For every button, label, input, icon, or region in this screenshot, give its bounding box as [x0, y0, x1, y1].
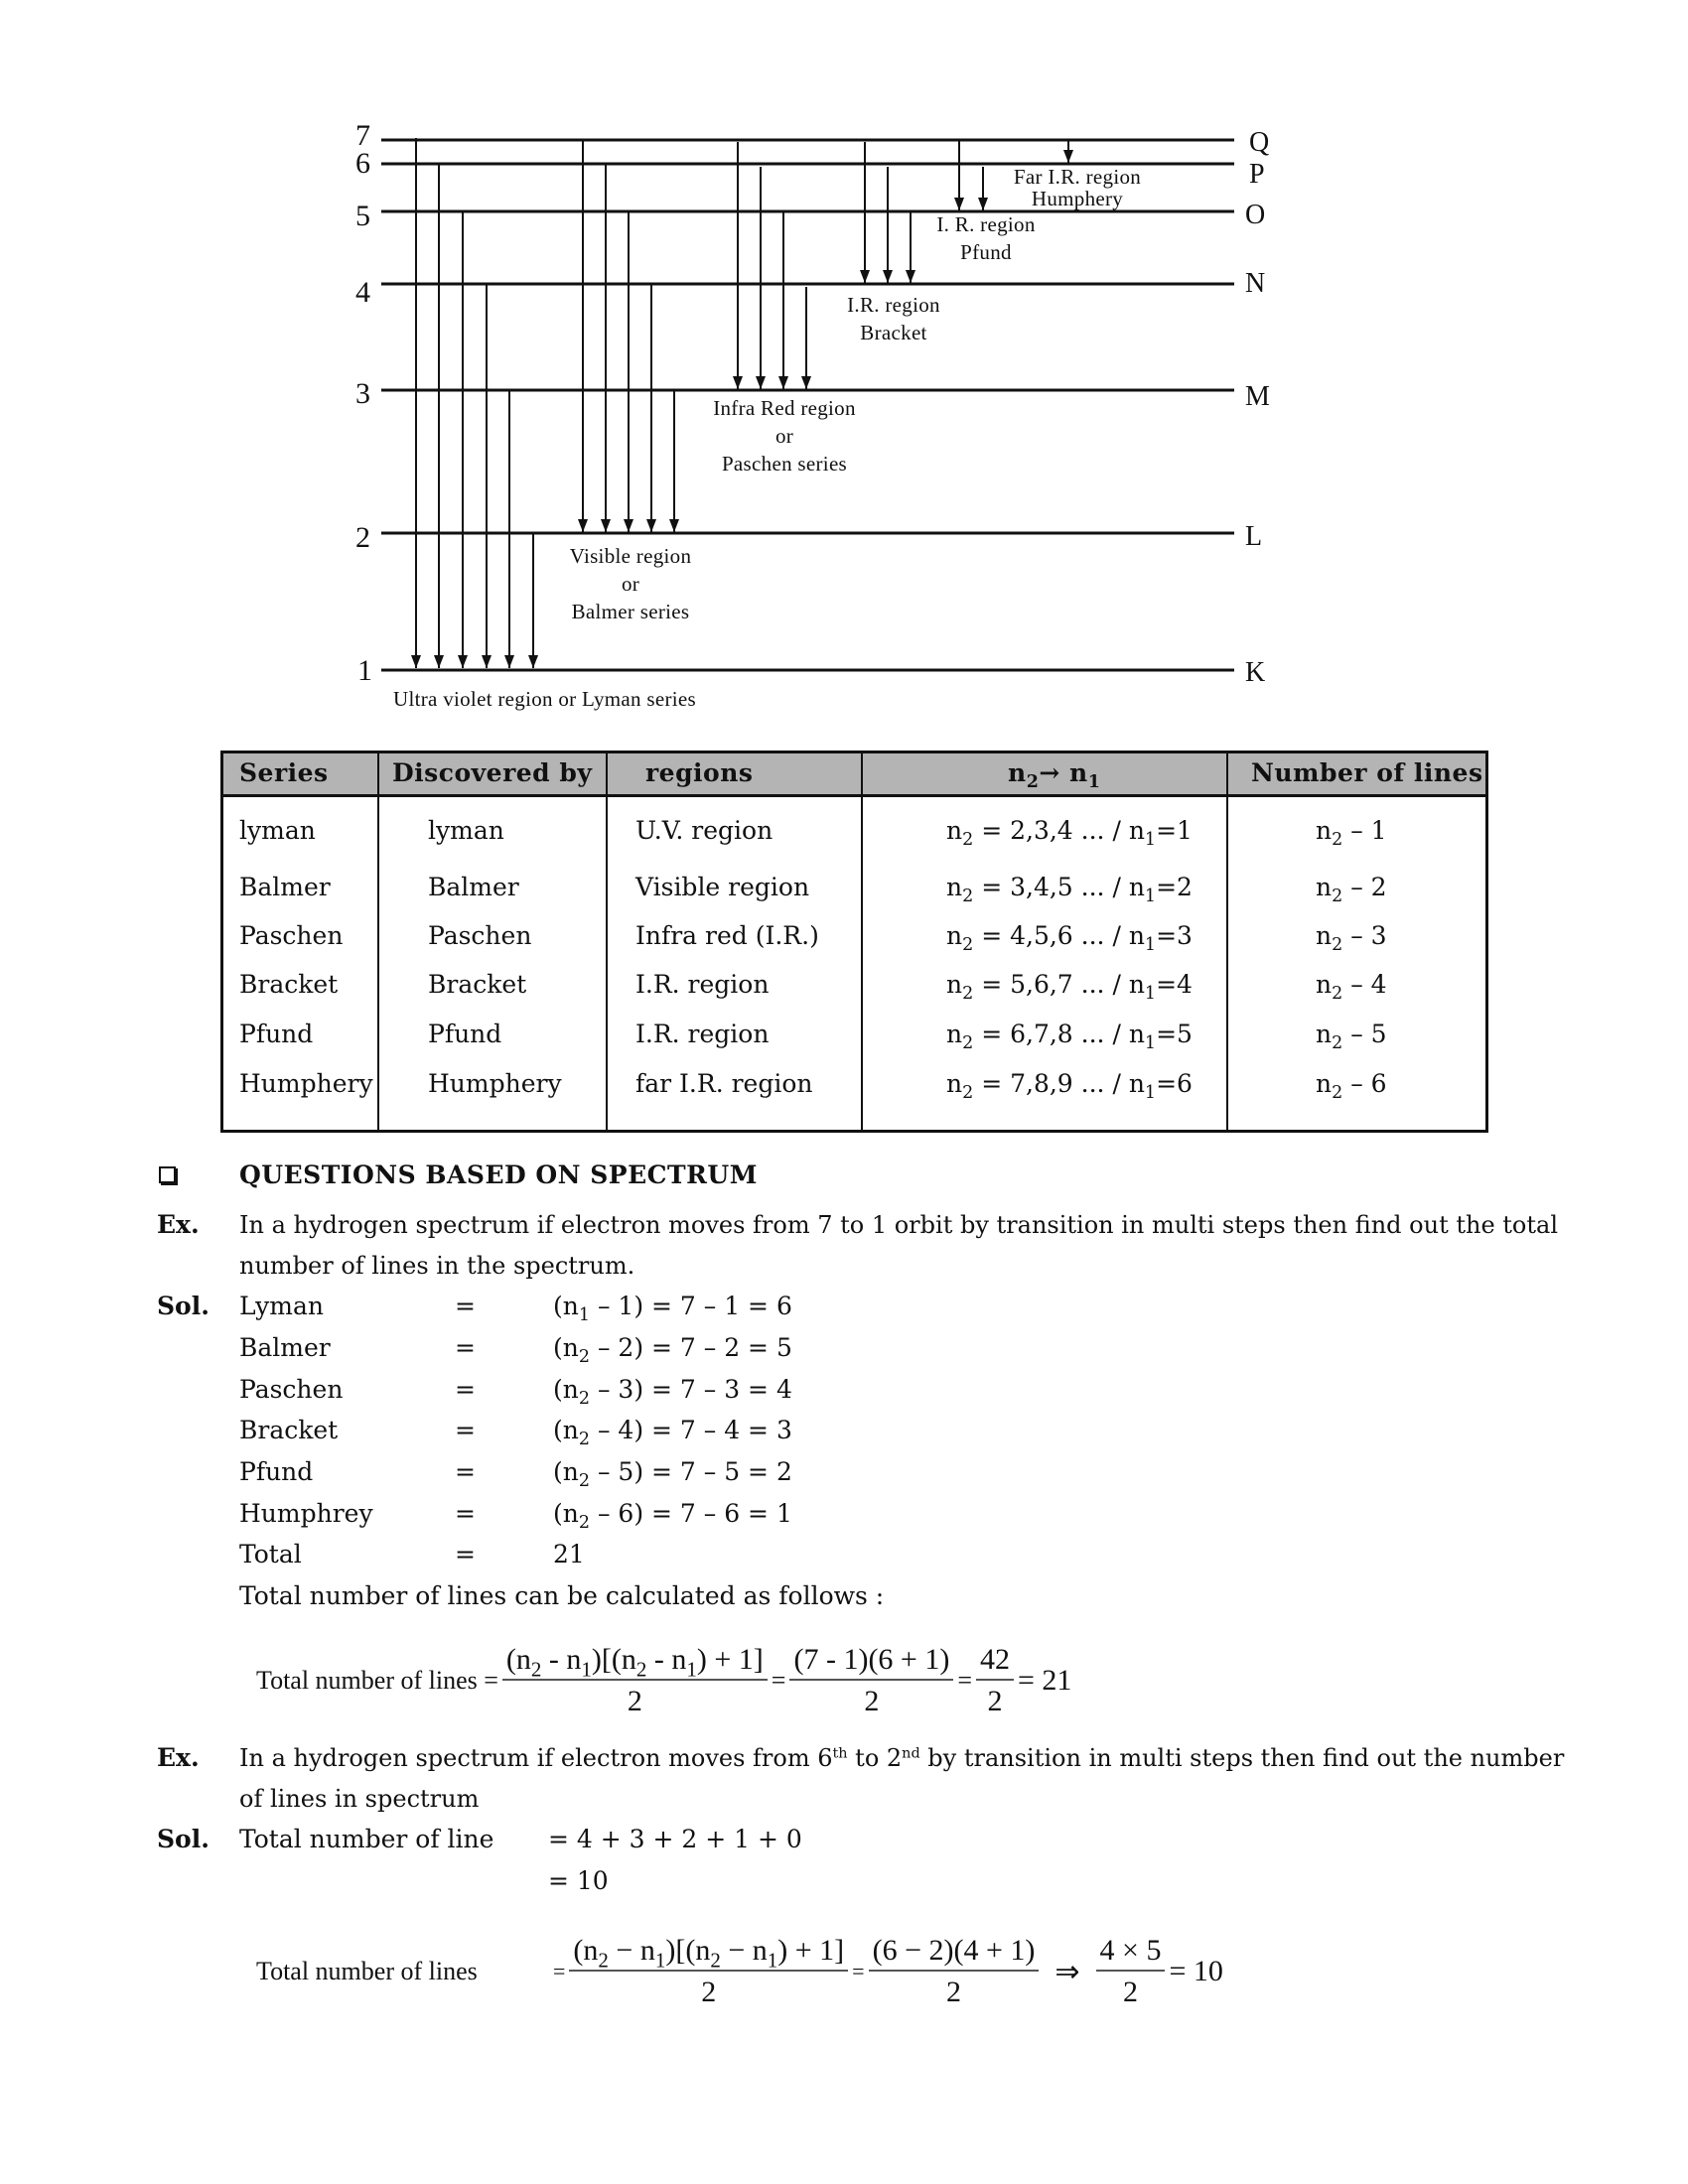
cell-region: Visible region — [635, 873, 810, 901]
substituted-fraction — [789, 1643, 953, 1718]
brackett-name-text: Bracket — [860, 321, 927, 344]
calc: = 7 – 3 = 4 — [651, 1375, 792, 1404]
cell-discovered-by: Pfund — [428, 1020, 502, 1048]
cell-series: Bracket — [239, 970, 339, 999]
cell-number-of-lines: $n_2 - 1$ — [1316, 816, 1387, 851]
cell-transition: $n_2 = 6,7,8$ ... / $n_1=5$ — [946, 1020, 1193, 1054]
calc: = 7 – 4 = 3 — [651, 1416, 792, 1444]
table-header-row — [223, 753, 1485, 797]
cell-discovered-by: Paschen — [428, 921, 532, 950]
header-number-of-lines: Number of lines — [1251, 758, 1483, 787]
subscript: 2 — [578, 1430, 590, 1450]
paschen-region-text: Infra Red region — [713, 396, 856, 420]
simplified-numerator: 4 × 5 — [1096, 1934, 1166, 1972]
level-number-6: 6 — [355, 147, 370, 180]
subscript: 2 — [578, 1471, 590, 1492]
cell-discovered-by: Bracket — [428, 970, 527, 999]
level-number-7: 7 — [355, 119, 370, 152]
step-formula: $(n_2 - 5) = 7 - 5 = 2$ — [553, 1457, 792, 1492]
lines-offset: 6 — [1370, 1069, 1387, 1098]
subscript: 2 — [578, 1513, 590, 1534]
step-equals: = — [455, 1292, 476, 1320]
section-heading-row — [159, 1160, 176, 1191]
sum-expression: = 4 + 3 + 2 + 1 + 0 — [548, 1825, 802, 1853]
implies-arrow-icon: ⇒ — [1055, 1955, 1080, 1988]
simplified-numerator: 42 — [976, 1643, 1014, 1681]
cell-series: Pfund — [239, 1020, 314, 1048]
example1-question-line1: In a hydrogen spectrum if electron moves from 7 to 1 orbit by transition in multi steps then find out the total — [239, 1211, 1559, 1239]
paschen-name-text: Paschen series — [721, 452, 848, 476]
lines-offset: 4 — [1370, 970, 1387, 999]
step-name: Humphrey — [239, 1499, 373, 1528]
lines-offset: 2 — [1370, 873, 1387, 901]
header-series: Series — [239, 758, 329, 787]
header-transition: $n_2\to n_1$ — [1008, 758, 1101, 793]
level-number-5: 5 — [355, 200, 370, 232]
cell-discovered-by: lyman — [428, 816, 504, 845]
step-equals: = — [455, 1333, 476, 1362]
substituted-numerator: (6 − 2)(4 + 1) — [869, 1934, 1040, 1972]
brackett-series-label — [834, 291, 953, 346]
solution-label: Sol. — [157, 1292, 210, 1320]
general-fraction — [502, 1643, 768, 1718]
cell-transition: $n_2 = 2,3,4$ ... / $n_1=1$ — [946, 816, 1193, 851]
simplified-fraction — [1096, 1934, 1166, 2009]
cell-number-of-lines: $n_2 - 3$ — [1316, 921, 1387, 956]
n1-value: 6 — [1177, 1069, 1193, 1098]
cell-discovered-by: Balmer — [428, 873, 519, 901]
k: 2 — [618, 1333, 634, 1362]
shell-letter-m: M — [1245, 381, 1270, 412]
example2-question-line2: of lines in spectrum — [239, 1785, 480, 1813]
follow-text: Total number of lines can be calculated as follows : — [239, 1581, 885, 1610]
cell-number-of-lines: $n_2 - 5$ — [1316, 1020, 1387, 1054]
subscript: 2 — [578, 1389, 590, 1410]
substituted-numerator: (7 - 1)(6 + 1) — [789, 1643, 953, 1681]
shell-letter-o: O — [1245, 200, 1266, 230]
sum-result: = 10 — [548, 1866, 609, 1895]
n1-value: 1 — [1177, 816, 1193, 845]
n2-values: 4,5,6 ... — [1010, 921, 1105, 950]
spectral-series-table — [220, 751, 1488, 1133]
paschen-or-text: or — [774, 424, 794, 448]
paschen-series-label — [695, 394, 874, 478]
subscript: 1 — [578, 1305, 590, 1326]
level-number-1: 1 — [357, 654, 372, 687]
example-label: Ex. — [157, 1743, 200, 1772]
step-name: Bracket — [239, 1416, 339, 1444]
step-equals: = — [455, 1499, 476, 1528]
k: 6 — [618, 1499, 634, 1528]
n2-values: 7,8,9 ... — [1010, 1069, 1105, 1098]
step-name: Lyman — [239, 1292, 324, 1320]
brackett-region-text: I.R. region — [847, 293, 940, 317]
n1-value: 5 — [1177, 1020, 1193, 1048]
cell-discovered-by: Humphery — [428, 1069, 562, 1098]
step-name: Balmer — [239, 1333, 331, 1362]
cell-series: Humphery — [239, 1069, 373, 1098]
step-name: Pfund — [239, 1457, 314, 1486]
level-number-2: 2 — [355, 521, 370, 554]
cell-region: U.V. region — [635, 816, 774, 845]
humphrey-series-label — [1003, 163, 1152, 212]
substituted-fraction — [869, 1934, 1040, 2009]
header-discovered-by: Discovered by — [392, 758, 593, 787]
ordinal-suffix: th — [832, 1745, 848, 1762]
ordinal-suffix: nd — [902, 1745, 920, 1762]
cell-transition: $n_2 = 3,4,5$ ... / $n_1=2$ — [946, 873, 1193, 907]
level-number-3: 3 — [355, 377, 370, 410]
step-name: Paschen — [239, 1375, 344, 1404]
balmer-region-text: Visible region — [569, 544, 692, 568]
step-formula: $(n_1 - 1) = 7 - 1 = 6$ — [553, 1292, 792, 1326]
general-fraction — [569, 1934, 848, 2009]
step-equals: = — [455, 1375, 476, 1404]
column-divider — [606, 753, 608, 1130]
formula-total-lines-1: Total number of lines = $\frac{(n_2 - n_1)[(n_2 - n_1) + 1]}{2}$ = $\frac{(7 - 1)(6 + 1)}{2}$ = $\frac{42}{2}$ = 21 — [256, 1643, 1072, 1717]
lines-offset: 3 — [1370, 921, 1387, 950]
cell-series: Paschen — [239, 921, 344, 950]
column-divider — [1226, 753, 1228, 1130]
shell-letter-n: N — [1245, 268, 1266, 299]
step-formula: $(n_2 - 4) = 7 - 4 = 3$ — [553, 1416, 792, 1450]
humphrey-name-text: Humphery — [1031, 187, 1124, 210]
example1-question-line2: number of lines in the spectrum. — [239, 1252, 635, 1280]
step-equals: = — [455, 1457, 476, 1486]
simplified-denominator: 2 — [1122, 1976, 1138, 2008]
substituted-denominator: 2 — [864, 1685, 880, 1717]
subscript: 2 — [578, 1347, 590, 1368]
formula-label: Total number of lines — [256, 1957, 478, 1985]
section-heading: QUESTIONS BASED ON SPECTRUM — [239, 1160, 758, 1189]
k: 1 — [618, 1292, 634, 1320]
k: 4 — [618, 1416, 634, 1444]
n2-values: 3,4,5 ... — [1010, 873, 1105, 901]
cell-series: lyman — [239, 816, 316, 845]
formula-label: Total number of lines = — [256, 1666, 498, 1695]
cell-number-of-lines: $n_2 - 2$ — [1316, 873, 1387, 907]
cell-series: Balmer — [239, 873, 331, 901]
substituted-denominator: 2 — [945, 1976, 961, 2008]
lines-offset: 5 — [1370, 1020, 1387, 1048]
column-divider — [861, 753, 863, 1130]
n1-value: 3 — [1177, 921, 1193, 950]
step-formula: $(n_2 - 3) = 7 - 3 = 4$ — [553, 1375, 792, 1410]
step-formula: $(n_2 - 2) = 7 - 2 = 5$ — [553, 1333, 792, 1368]
cell-number-of-lines: $n_2 - 6$ — [1316, 1069, 1387, 1104]
general-denominator: 2 — [701, 1976, 717, 2008]
balmer-or-text: or — [621, 572, 640, 596]
calc: = 7 – 2 = 5 — [651, 1333, 792, 1362]
cell-region: I.R. region — [635, 1020, 770, 1048]
calc: = 7 – 1 = 6 — [651, 1292, 792, 1320]
level-number-4: 4 — [355, 276, 370, 309]
shell-letter-q: Q — [1249, 127, 1270, 158]
example2-question-line1 — [239, 1742, 1564, 1774]
pfund-name-text: Pfund — [960, 240, 1012, 264]
general-denominator: 2 — [627, 1685, 642, 1717]
example-label: Ex. — [157, 1210, 200, 1239]
step-formula: $(n_2 - 6) = 7 - 6 = 1$ — [553, 1499, 792, 1534]
formula-total-lines-2: Total number of lines = $\frac{(n_2 - n_1)[(n_2 - n_1) + 1]}{2}$ = $\frac{(6 - 2)(4 + 1)}{2}$ ⇒ $\frac{4 \times 5}{2}$ = 10 — [256, 1934, 1223, 2008]
n1-value: 2 — [1177, 873, 1193, 901]
header-regions: regions — [645, 758, 754, 787]
checkbox-bullet-icon — [159, 1166, 176, 1183]
general-numerator: $(n_2 - n_1)[(n_2 - n_1) + 1]$ — [569, 1934, 848, 1972]
total-equals: = — [455, 1540, 476, 1569]
q-part: to 2 — [847, 1744, 903, 1772]
pfund-series-label — [921, 210, 1051, 266]
calc: = 7 – 6 = 1 — [651, 1499, 792, 1528]
n1-value: 4 — [1177, 970, 1193, 999]
simplified-fraction — [976, 1643, 1014, 1718]
energy-level-diagram — [0, 0, 1688, 725]
simplified-denominator: 2 — [987, 1685, 1003, 1717]
q-part: by transition in multi steps then find out the number — [919, 1744, 1565, 1772]
pfund-region-text: I. R. region — [936, 212, 1036, 236]
total-value: 21 — [553, 1540, 585, 1569]
k: 3 — [618, 1375, 634, 1404]
total-line-label: Total number of line — [239, 1825, 494, 1853]
balmer-name-text: Balmer series — [571, 600, 690, 623]
n2-values: 6,7,8 ... — [1010, 1020, 1105, 1048]
cell-region: Infra red (I.R.) — [635, 921, 819, 950]
n2-values: 2,3,4 ... — [1010, 816, 1105, 845]
cell-transition: $n_2 = 4,5,6$ ... / $n_1=3$ — [946, 921, 1193, 956]
solution-label: Sol. — [157, 1825, 210, 1853]
lyman-series-label: Ultra violet region or Lyman series — [393, 687, 697, 711]
cell-region: I.R. region — [635, 970, 770, 999]
humphrey-region-text: Far I.R. region — [1013, 165, 1142, 189]
general-numerator: $(n_2 - n_1)[(n_2 - n_1) + 1]$ — [502, 1643, 768, 1681]
lines-offset: 1 — [1370, 816, 1387, 845]
cell-transition: $n_2 = 7,8,9$ ... / $n_1=6$ — [946, 1069, 1193, 1104]
step-equals: = — [455, 1416, 476, 1444]
total-label: Total — [239, 1540, 302, 1569]
transition-lines-svg — [0, 0, 1688, 725]
column-divider — [377, 753, 379, 1130]
formula-result: = 10 — [1169, 1955, 1223, 1987]
cell-region: far I.R. region — [635, 1069, 813, 1098]
q-part: In a hydrogen spectrum if electron moves from 6 — [239, 1744, 833, 1772]
shell-letter-l: L — [1245, 521, 1263, 552]
shell-letter-p: P — [1249, 159, 1265, 190]
balmer-series-label — [546, 542, 715, 625]
k: 5 — [618, 1457, 634, 1486]
calc: = 7 – 5 = 2 — [651, 1457, 792, 1486]
shell-letter-k: K — [1245, 657, 1266, 688]
n2-values: 5,6,7 ... — [1010, 970, 1105, 999]
cell-transition: $n_2 = 5,6,7$ ... / $n_1=4$ — [946, 970, 1193, 1005]
formula-result: = 21 — [1018, 1664, 1072, 1697]
cell-number-of-lines: $n_2 - 4$ — [1316, 970, 1387, 1005]
